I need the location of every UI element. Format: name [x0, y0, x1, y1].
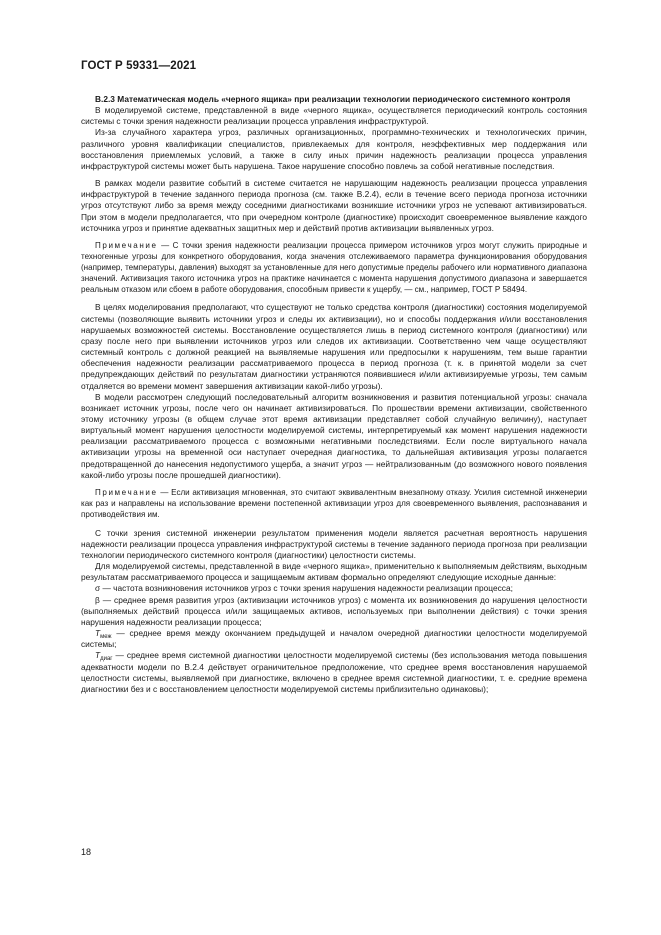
note-text: — С точки зрения надежности реализации процесса примером источников угроз могут служить природные и техногенные угрозы для конкретного оборудования, когда значения отслеживаемого параметра функционирования оборудования (например, температуры, давления) выходят за установленные для него допустимые пределы рабочего или нормативного диапазона значений. Активизация такого источника угроз на практике начинается с момента нарушения допустимого диапазона и завершается реальным отказом или сбоем в работе оборудования, способным привести к ущербу, — см., например, ГОСТ Р 58494.: [81, 240, 587, 294]
section-title: Математическая модель «черного ящика» при реализации технологии периодического системного контроля: [117, 94, 571, 104]
section-heading: [81, 94, 587, 105]
definition-sigma: σ — частота возникновения источников угроз с точки зрения нарушения надежности реализации процесса;: [95, 583, 513, 594]
paragraph: В моделируемой системе, представленной в виде «черного ящика», осуществляется периодический контроль состояния системы с точки зрения надежности реализации процесса управления инфраструктурой.: [81, 105, 587, 127]
definition-beta: β — среднее время развития угроз (активизации источников угроз) с момента их возникновения до нарушения целостности (выполняемых действий процесса и/или защищаемых активов, используемых при выполнении действия) с точки зрения нарушения надежности реализации процесса;: [81, 594, 587, 627]
note-paragraph: [81, 241, 587, 296]
note-label: Примечание: [95, 240, 158, 250]
paragraph: В модели рассмотрен следующий последовательный алгоритм возникновения и развития потенциальной угрозы: сначала возникает источник угрозы, после чего он начинает активизироваться. По прошествии времени активизации, свойственного этому источнику угрозы (в общем случае этот время активизации представляет собой случайную величину), наступает виртуальный момент нарушения целостности моделируемой системы, интерпретируемый как момент нарушения надежности реализации рассматриваемого процесса с возможными негативными последствиями. Если после виртуального начала активизации угрозы на временной оси наступает очередная диагностика, то дальнейшая активизация угрозы полагается предотвращенной до нанесения недопустимого ущерба, а значит угроз — нейтрализованным (до возможного нового появления какой-либо угрозы после прошедшей диагностики).: [81, 391, 587, 480]
tmezh-subscript: меж: [100, 634, 112, 641]
page-number: 18: [81, 847, 92, 857]
note-text: — Если активизация мгновенная, это считают эквивалентным внезапному отказу. Усилия системной инженерии как раз и направлены на использование времени постепенной активизации угроз для своевременного выявления, распознавания и противодействия им.: [81, 487, 587, 519]
definition-tmezh: [81, 628, 587, 650]
tdiag-text: — среднее время системной диагностики целостности моделируемой системы (без использования метода повышения адекватности модели по В.2.4 действует ограничительное предположение, что среднее время восстановления нарушаемой целостности системы, выявляемой при диагностике, включено в среднее время системной диагностики, т. е. средние времена диагностики без и с восстановлением целостности моделируемой системы приблизительно одинаковы);: [81, 650, 587, 694]
paragraph: В рамках модели развитие событий в системе считается не нарушающим надежность реализации процесса управления инфраструктурой в течение заданного периода прогноза (см. также В.2.4), если в течение всего периода прогноза источники угроз отсутствуют либо за время между соседними диагностиками возникшие источники угроз не успевают активизироваться. При этом в модели предполагается, что при очередном контроле (диагностике) происходит своевременное выявление каждого источника угроз и принятие адекватных защитных мер и действий против активизации выявленных угроз.: [81, 178, 587, 233]
note-label: Примечание: [95, 487, 158, 497]
tmezh-text: — среднее время между окончанием предыдущей и началом очередной диагностики целостности моделируемой системы;: [81, 628, 587, 650]
tdiag-symbol: T: [95, 650, 101, 661]
document-body: [81, 94, 587, 695]
note-paragraph: [81, 488, 587, 521]
paragraph: Из-за случайного характера угроз, различных организационных, программно-технических и технологических причин, различного уровня квалификации специалистов, привлекаемых для контроля, неэффективных мер поддержания или восстановления приемлемых условий, а также в силу иных причин надежность реализации процесса управления инфраструктурой системы может быть нарушена. Такое нарушение способно повлечь за собой негативные последствия.: [81, 127, 587, 171]
definition-tdiag: [81, 650, 587, 695]
tmezh-symbol: T: [95, 628, 101, 639]
paragraph: С точки зрения системной инженерии результатом применения модели является расчетная вероятность нарушения надежности реализации процесса управления инфраструктурой системы в течение заданного периода прогноза при реализации технологии периодического системного контроля (диагностики) целостности системы.: [81, 527, 587, 560]
standard-header: ГОСТ Р 59331—2021: [81, 60, 197, 72]
paragraph: В целях моделирования предполагают, что существуют не только средства контроля (диагностики) состояния моделируемой системы (позволяющие выявить источники угроз и следы их активизации), но и способы поддержания и/или восстановления нарушаемых возможностей системы. Восстановление осуществляется лишь в период системного контроля (диагностики) или сразу после него при выявлении источников угроз или следов их активизации. Соответственно чем чаще осуществляют системный контроль с должной реакцией на выявляемые нарушения или предпосылки к нарушениям, тем выше гарантии обеспечения надежности реализации рассматриваемого процесса в период прогноза (т. к. в принятой модели за счет предупреждающих действий по результатам диагностики устраняются появившиеся и/или активизируемые угрозы, тем самым отдаляется во времени момент завершения активизации какой-либо угрозы).: [81, 302, 587, 391]
tdiag-subscript: диаг: [100, 656, 113, 663]
section-number: В.2.3: [95, 94, 115, 104]
paragraph: Для моделируемой системы, представленной в виде «черного ящика», применительно к выполняемым действиям, выходным результатам рассматриваемого процесса и защищаемым активам формально определяют следующие исходные данные:: [81, 561, 587, 583]
